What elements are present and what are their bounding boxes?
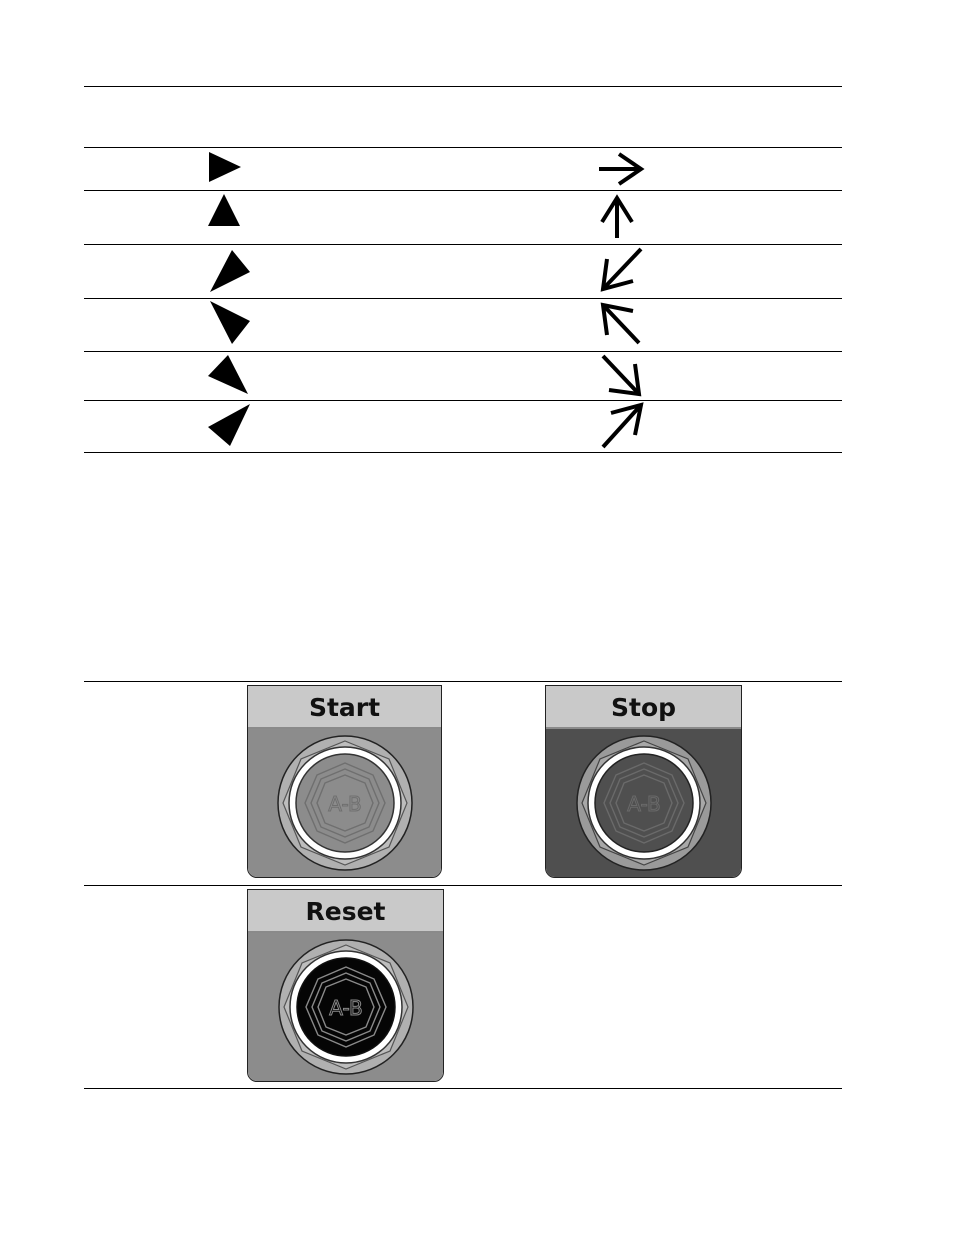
row-divider xyxy=(84,244,842,245)
arrow-up-left-icon xyxy=(597,299,647,349)
solid-triangle-down-left-icon xyxy=(206,401,254,449)
stop-button-body xyxy=(546,729,741,877)
solid-triangle-up-right-icon xyxy=(206,246,254,294)
button-table-top-rule xyxy=(84,681,842,682)
ab-pushbutton-icon xyxy=(275,733,415,873)
ab-pushbutton-icon xyxy=(276,937,416,1077)
start-button-label: Start xyxy=(248,686,441,729)
row-divider xyxy=(84,400,842,401)
solid-triangle-up-left-icon xyxy=(206,352,254,398)
ab-logo: A-B xyxy=(327,792,362,816)
stop-pushbutton[interactable] xyxy=(545,685,742,878)
arrow-up-icon xyxy=(597,192,639,240)
arrow-up-right-icon xyxy=(597,401,647,451)
row-divider xyxy=(84,190,842,191)
row-divider xyxy=(84,298,842,299)
solid-triangle-right-icon xyxy=(206,149,244,185)
stop-button-label: Stop xyxy=(546,686,741,729)
row-divider xyxy=(84,351,842,352)
table-header-rule xyxy=(84,147,842,148)
reset-pushbutton[interactable] xyxy=(247,889,444,1082)
reset-button-body xyxy=(248,933,443,1081)
table-bottom-rule xyxy=(84,452,842,453)
row-divider xyxy=(84,885,842,886)
table-top-rule xyxy=(84,86,842,87)
solid-triangle-down-right-icon xyxy=(206,299,254,347)
ab-pushbutton-icon xyxy=(574,733,714,873)
button-table-bottom-rule xyxy=(84,1088,842,1089)
arrow-down-right-icon xyxy=(597,352,647,400)
start-button-body xyxy=(248,729,441,877)
arrow-right-icon xyxy=(597,150,647,188)
solid-triangle-up-icon xyxy=(206,191,244,229)
ab-logo: A-B xyxy=(626,792,661,816)
reset-button-label: Reset xyxy=(248,890,443,933)
ab-logo: A-B xyxy=(328,996,363,1020)
start-pushbutton[interactable] xyxy=(247,685,442,878)
arrow-down-left-icon xyxy=(597,245,647,295)
